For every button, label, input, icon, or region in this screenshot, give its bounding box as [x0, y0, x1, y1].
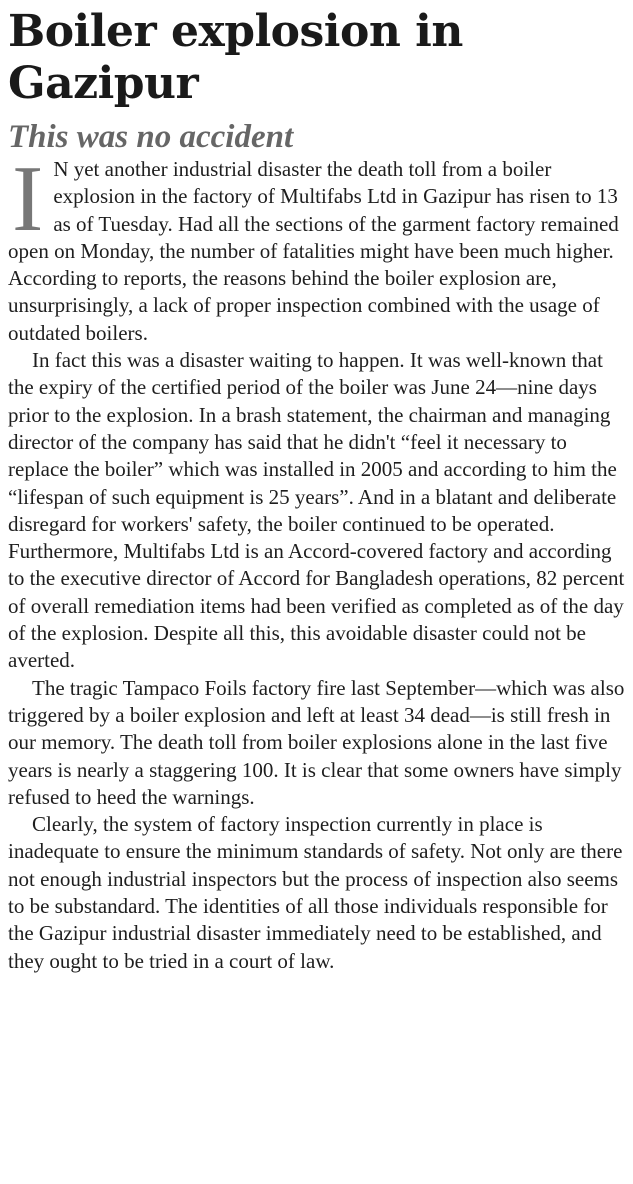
paragraph-2: In fact this was a disaster waiting to happen. It was well-known that the expiry of the certified period of the boiler was June 24—nine days prior to the explosion. In a brash statement, the chairman and managing director of the company has said that he didn't “feel it necessary to replace the boiler” which was installed in 2005 and according to him the “lifespan of such equipment is 25 years”. And in a blatant and deliberate disregard for workers' safety, the boiler continued to be operated. Furthermore, Multifabs Ltd is an Accord-covered factory and according to the executive director of Accord for Bangladesh operations, 82 percent of overall remediation items had been verified as completed as of the day of the explosion. Despite all this, this avoidable disaster could not be averted. [8, 348, 625, 673]
article-body [8, 147, 626, 975]
paragraph-3: The tragic Tampaco Foils factory fire last September—which was also triggered by a boiler explosion and left at least 34 dead—is still fresh in our memory. The death toll from boiler explosions alone in the last five years is nearly a staggering 100. It is clear that some owners have simply refused to heed the warnings. [8, 675, 625, 809]
article-subheadline: This was no accident [8, 119, 294, 155]
article-headline: Boiler explosion in Gazipur [8, 6, 463, 109]
paragraph-1-text: N yet another industrial disaster the death toll from a boiler explosion in the factory of Multifabs Ltd in Gazipur has risen to 13 as of Tuesday. Had all the sections of the garment factory remained open on Monday, the number of fatalities might have been much higher. According to reports, the reasons behind the boiler explosion are, unsurprisingly, a lack of proper inspection combined with the usage of outdated boilers. [8, 157, 619, 345]
paragraph-4: Clearly, the system of factory inspection currently in place is inadequate to ensure the minimum standards of safety. Not only are there not enough industrial inspectors but the process of inspection also seems to be substandard. The identities of all those individuals responsible for the Gazipur industrial disaster immediately need to be established, and they ought to be tried in a court of law. [8, 812, 623, 973]
editorial-article [8, 6, 626, 975]
drop-cap: I [12, 147, 44, 251]
paragraph-1 [8, 147, 626, 347]
